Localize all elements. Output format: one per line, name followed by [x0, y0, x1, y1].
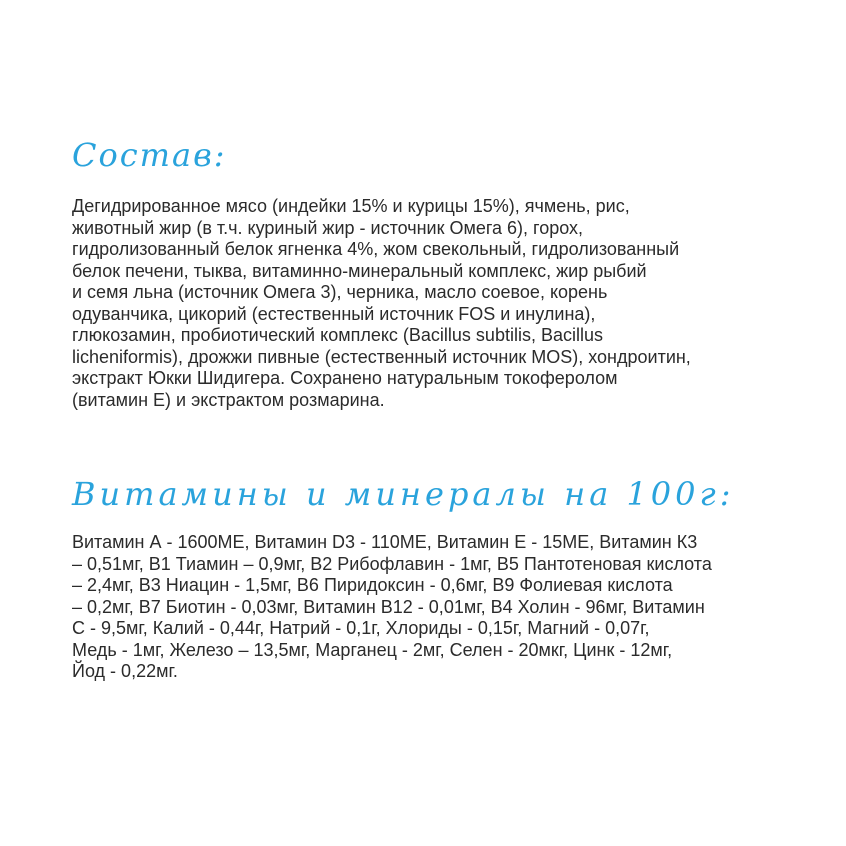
vitamins-text: Витамин А - 1600МЕ, Витамин D3 - 110МЕ, Витамин Е - 15МЕ, Витамин К3 – 0,51мг, В1 Тиамин – 0,9мг, В2 Рибофлавин - 1мг, В5 Пантотеновая кислота – 2,4мг, В3 Ниацин - 1,5мг, В6 Пиридоксин - 0,6мг, В9 Фолиевая кислота – 0,2мг, В7 Биотин - 0,03мг, Витамин В12 - 0,01мг, В4 Холин - 96мг, Витамин С - 9,5мг, Калий - 0,44г, Натрий - 0,1г, Хлориды - 0,15г, Магний - 0,07г, Медь - 1мг, Железо – 13,5мг, Марганец - 2мг, Селен - 20мкг, Цинк - 12мг, Йод - 0,22мг.: [72, 532, 712, 681]
composition-heading: Состав:: [72, 136, 227, 174]
vitamins-heading: Витамины и минералы на 100г:: [72, 475, 735, 513]
composition-text: Дегидрированное мясо (индейки 15% и курицы 15%), ячмень, рис, животный жир (в т.ч. куриный жир - источник Омега 6), горох, гидролизованный белок ягненка 4%, жом свекольный, гидролизованный белок печени, тыква, витаминно-минеральный комплекс, жир рыбий и семя льна (источник Омега 3), черника, масло соевое, корень одуванчика, цикорий (естественный источник FOS и инулина), глюкозамин, пробиотический комплекс (Bacillus subtilis, Bacillus licheniformis), дрожжи пивные (естественный источник MOS), хондроитин, экстракт Юкки Шидигера. Сохранено натуральным токоферолом (витамин Е) и экстрактом розмарина.: [72, 196, 691, 410]
